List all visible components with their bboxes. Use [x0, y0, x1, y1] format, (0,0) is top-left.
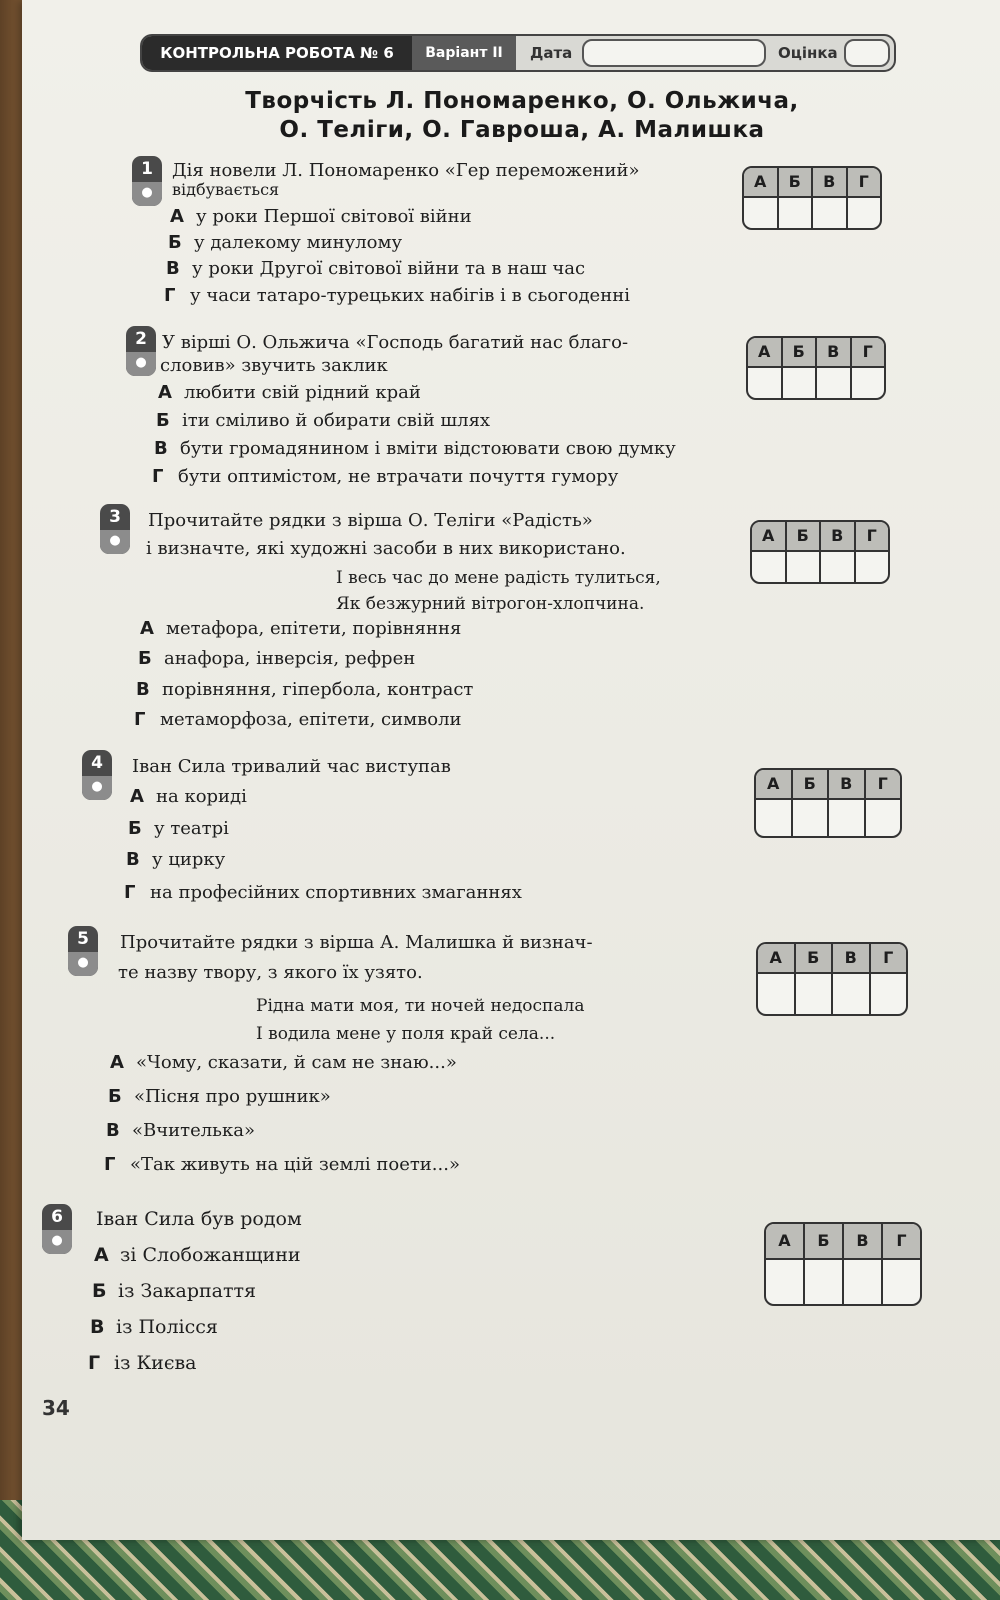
question-5-text-1: Прочитайте рядки з вірша А. Малишка й визнач-: [120, 932, 593, 953]
answer-cell[interactable]: [752, 552, 787, 582]
question-5-option-a: А «Чому, сказати, й сам не знаю...»: [110, 1052, 457, 1073]
question-1-text-2: відбувається: [172, 180, 280, 199]
variant-label: Варіант ІІ: [412, 36, 516, 70]
answer-cell[interactable]: [852, 368, 885, 398]
answer-cell[interactable]: [813, 198, 848, 228]
question-6-text-1: Іван Сила був родом: [96, 1208, 302, 1230]
dot-icon: ●: [68, 952, 98, 976]
answer-grid-1[interactable]: А Б В Г: [742, 166, 882, 230]
question-6-option-d: Г із Києва: [88, 1352, 197, 1374]
dot-icon: ●: [126, 352, 156, 376]
answer-grid-6[interactable]: А Б В Г: [764, 1222, 922, 1306]
dot-icon: ●: [82, 776, 112, 800]
header-bar: [140, 34, 896, 72]
question-number-1: 1 ●: [132, 156, 162, 206]
question-3-text-2: і визначте, які художні засоби в них використано.: [146, 538, 626, 559]
answer-cell[interactable]: [856, 552, 889, 582]
worksheet-page: [22, 0, 1000, 1540]
question-5-option-d: Г «Так живуть на цій землі поети...»: [104, 1154, 460, 1175]
question-3-text-1: Прочитайте рядки з вірша О. Теліги «Радість»: [148, 510, 593, 531]
answer-cell[interactable]: [848, 198, 881, 228]
question-4-option-a: А на кориді: [130, 786, 247, 807]
date-field[interactable]: [582, 39, 766, 67]
dot-icon: ●: [132, 182, 162, 206]
answer-cell[interactable]: [779, 198, 814, 228]
question-6-option-a: А зі Слобожанщини: [94, 1244, 301, 1266]
dot-icon: ●: [42, 1230, 72, 1254]
question-5-option-c: В «Вчителька»: [106, 1120, 255, 1141]
question-3-option-d: Г метаморфоза, епітети, символи: [134, 709, 462, 730]
question-3-option-c: В порівняння, гіпербола, контраст: [136, 679, 474, 700]
page-title-line-1: Творчість Л. Пономаренко, О. Ольжича,: [245, 88, 799, 114]
question-3-option-b: Б анафора, інверсія, рефрен: [138, 648, 416, 669]
answer-cell[interactable]: [817, 368, 852, 398]
question-3-option-a: А метафора, епітети, порівняння: [140, 618, 462, 639]
answer-cell[interactable]: [883, 1260, 920, 1304]
question-5-quote-2: І водила мене у поля край села...: [256, 1024, 556, 1044]
answer-cell[interactable]: [748, 368, 783, 398]
answer-cell[interactable]: [793, 800, 830, 836]
answer-cell[interactable]: [805, 1260, 844, 1304]
question-5-option-b: Б «Пісня про рушник»: [108, 1086, 331, 1107]
question-2-option-c: В бути громадянином і вміти відстоювати свою думку: [154, 438, 676, 459]
answer-cell[interactable]: [833, 974, 871, 1014]
question-4-option-b: Б у театрі: [128, 818, 229, 839]
question-2-option-a: А любити свій рідний край: [158, 382, 421, 403]
answer-cell[interactable]: [866, 800, 901, 836]
answer-cell[interactable]: [829, 800, 866, 836]
question-5-quote-1: Рідна мати моя, ти ночей недоспала: [256, 996, 585, 1016]
answer-grid-4[interactable]: А Б В Г: [754, 768, 902, 838]
question-4-text-1: Іван Сила тривалий час виступав: [132, 756, 451, 777]
question-1-option-c: В у роки Другої світової війни та в наш час: [166, 258, 586, 279]
question-3-quote-1: І весь час до мене радість тулиться,: [336, 568, 661, 588]
question-1-option-a: А у роки Першої світової війни: [170, 206, 472, 227]
question-3-quote-2: Як безжурний вітрогон-хлопчина.: [336, 594, 645, 614]
answer-cell[interactable]: [821, 552, 856, 582]
grade-label: Оцінка: [778, 44, 838, 62]
question-6-option-c: В із Полісся: [90, 1316, 218, 1338]
dot-icon: ●: [100, 530, 130, 554]
question-6-option-b: Б із Закарпаття: [92, 1280, 257, 1302]
question-number-4: 4 ●: [82, 750, 112, 800]
question-number-5: 5 ●: [68, 926, 98, 976]
answer-cell[interactable]: [796, 974, 834, 1014]
question-5-text-2: те назву твору, з якого їх узято.: [118, 962, 423, 983]
answer-cell[interactable]: [766, 1260, 805, 1304]
grade-field[interactable]: [844, 39, 890, 67]
answer-cell[interactable]: [787, 552, 822, 582]
question-4-option-d: Г на професійних спортивних змаганнях: [124, 882, 522, 903]
answer-cell[interactable]: [758, 974, 796, 1014]
answer-cell[interactable]: [756, 800, 793, 836]
question-1-text-1: Дія новели Л. Пономаренко «Гер переможений»: [172, 160, 640, 181]
answer-cell[interactable]: [871, 974, 907, 1014]
question-number-2: 2 ●: [126, 326, 156, 376]
question-2-option-d: Г бути оптимістом, не втрачати почуття гумору: [152, 466, 619, 487]
date-label: Дата: [530, 44, 573, 62]
page-title-line-2: О. Теліги, О. Гавроша, А. Малишка: [279, 117, 765, 143]
question-2-option-b: Б іти сміливо й обирати свій шлях: [156, 410, 491, 431]
question-4-option-c: В у цирку: [126, 849, 226, 870]
page-number: 34: [42, 1396, 70, 1420]
answer-grid-3[interactable]: А Б В Г: [750, 520, 890, 584]
test-title: КОНТРОЛЬНА РОБОТА № 6: [142, 36, 412, 70]
answer-cell[interactable]: [783, 368, 818, 398]
question-1-option-b: Б у далекому минулому: [168, 232, 403, 253]
answer-grid-5[interactable]: А Б В Г: [756, 942, 908, 1016]
question-1-option-d: Г у часи татаро-турецьких набігів і в сьогоденні: [164, 285, 630, 306]
answer-cell[interactable]: [744, 198, 779, 228]
answer-cell[interactable]: [844, 1260, 883, 1304]
question-2-text-1: У вірші О. Ольжича «Господь багатий нас благо-: [162, 332, 629, 353]
question-number-6: 6 ●: [42, 1204, 72, 1254]
question-2-text-2: словив» звучить заклик: [160, 355, 388, 376]
question-number-3: 3 ●: [100, 504, 130, 554]
answer-grid-2[interactable]: А Б В Г: [746, 336, 886, 400]
